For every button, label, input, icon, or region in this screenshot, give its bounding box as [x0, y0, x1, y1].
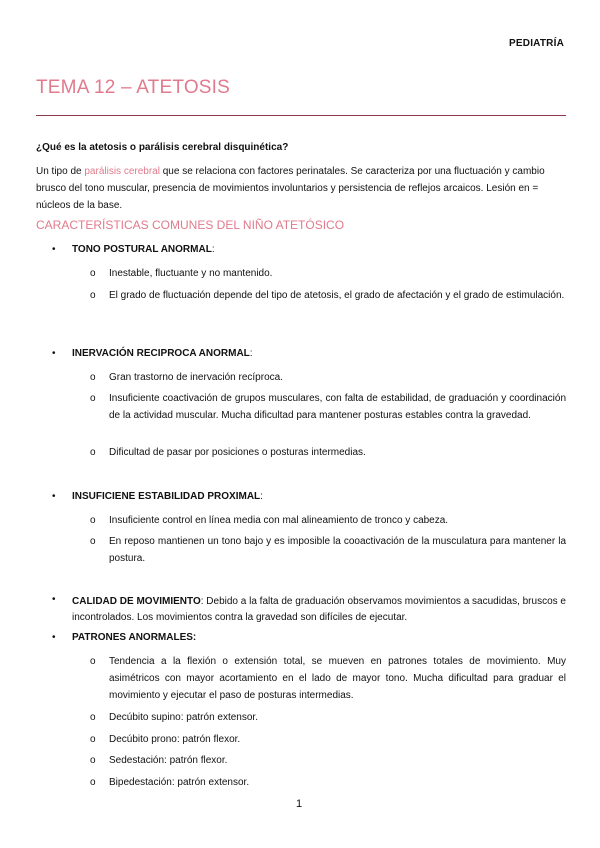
bullet-marker: • [52, 632, 56, 643]
sub-marker: o [90, 656, 96, 667]
bullet-suffix: : [211, 244, 215, 255]
sub-marker: o [90, 290, 96, 301]
sub-text: Bipedestación: patrón extensor. [109, 777, 250, 788]
bullet-marker: • [52, 594, 56, 605]
bullet-suffix: : [249, 348, 253, 359]
intro-highlight: parálisis cerebral [84, 166, 160, 177]
header-label: PEDIATRÍA [509, 38, 564, 49]
bullet-suffix: : [260, 491, 263, 502]
bullet-label: INERVACIÓN RECIPROCA ANORMAL [72, 348, 250, 359]
question-heading: ¿Qué es la atetosis o parálisis cerebral disquinética? [36, 142, 289, 153]
sub-marker: o [90, 268, 96, 279]
sub-text: Insuficiente control en línea media con mal alineamiento de tronco y cabeza. [109, 515, 449, 526]
bullet-label: TONO POSTURAL ANORMAL [72, 244, 212, 255]
intro-pre: Un tipo de [36, 166, 85, 177]
title-divider [36, 115, 566, 116]
sub-text: Sedestación: patrón flexor. [109, 755, 228, 766]
sub-text: Decúbito prono: patrón flexor. [109, 734, 241, 745]
sub-marker: o [90, 515, 96, 526]
sub-text: Tendencia a la flexión o extensión total, se mueven en patrones totales de movimiento. Muy asimétricos con mayor acortamiento en el lado de mayor tono. Mucha dificultad para graduar el movimiento y ejecutar el paso de posturas intermedias. [109, 656, 566, 701]
sub-marker: o [90, 712, 96, 723]
page-title: TEMA 12 – ATETOSIS [36, 77, 231, 98]
sub-text: El grado de fluctuación depende del tipo de atetosis, el grado de afectación y el grado de estimulación. [109, 290, 565, 301]
sub-marker: o [90, 777, 96, 788]
sub-marker: o [90, 536, 96, 547]
sub-text: Gran trastorno de inervación recíproca. [109, 372, 283, 383]
bullet-label: INSUFICIENE ESTABILIDAD PROXIMAL [72, 491, 261, 502]
sub-marker: o [90, 734, 96, 745]
sub-marker: o [90, 447, 96, 458]
page-number: 1 [296, 798, 303, 810]
bullet-label: CALIDAD DE MOVIMIENTO [72, 596, 201, 607]
sub-text: En reposo mantienen un tono bajo y es imposible la cooactivación de la musculatura para mantener la postura. [109, 536, 566, 564]
sub-text: Dificultad de pasar por posiciones o posturas intermedias. [109, 447, 366, 458]
bullet-marker: • [52, 491, 56, 502]
sub-text: Inestable, fluctuante y no mantenido. [109, 268, 273, 279]
intro-post: que se relaciona con factores perinatales. Se caracteriza por una fluctuación y cambio brusco del tono muscular, presencia de movimientos involuntarios y persistencia de reflejos arcaicos. Lesión en = núcleos de la base. [36, 166, 545, 211]
sub-marker: o [90, 393, 96, 404]
section-heading: CARACTERÍSTICAS COMUNES DEL NIÑO ATETÓSICO [36, 218, 345, 232]
sub-marker: o [90, 372, 96, 383]
sub-text: Decúbito supino: patrón extensor. [109, 712, 258, 723]
bullet-marker: • [52, 244, 56, 255]
sub-marker: o [90, 755, 96, 766]
bullet-label: PATRONES ANORMALES: [72, 632, 197, 643]
intro-paragraph [36, 163, 566, 214]
sub-text: Insuficiente coactivación de grupos musculares, con falta de estabilidad, de graduación y coordinación de la actividad muscular. Mucha dificultad para mantener posturas estables contra la gravedad. [109, 393, 566, 421]
bullet-text: : Debido a la falta de graduación observamos movimientos a sacudidas, bruscos e incontrolados. Los movimientos contra la gravedad son difíciles de ejecutar. [72, 596, 566, 623]
bullet-marker: • [52, 348, 56, 359]
